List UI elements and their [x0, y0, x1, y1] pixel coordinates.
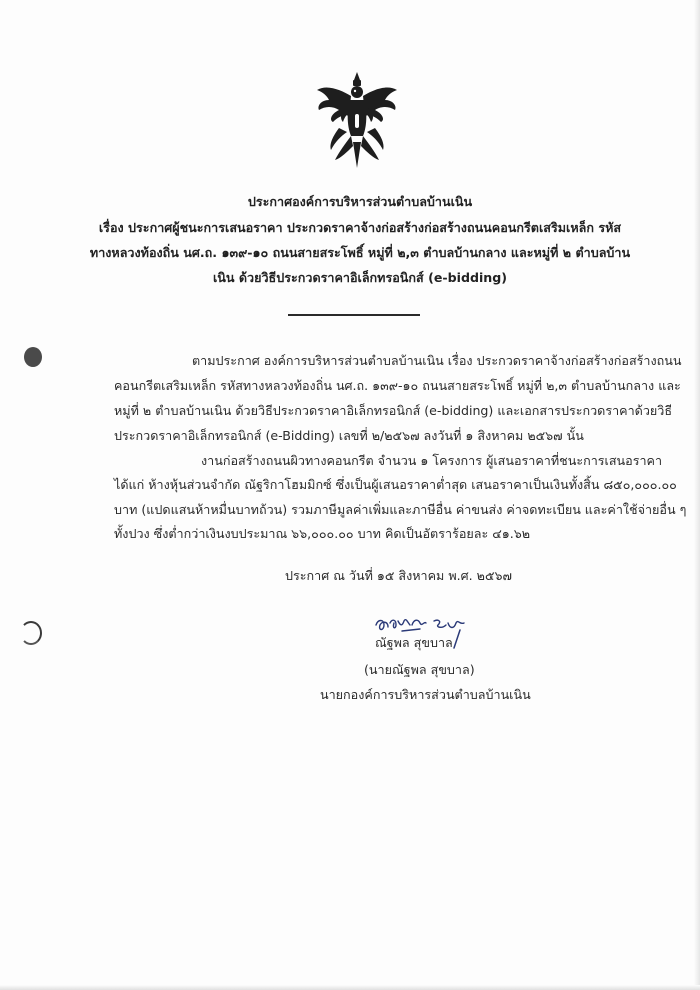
body-line: บาท (แปดแสนห้าหมื่นบาทถ้วน) รวมภาษีมูลค่าเพิ่มและภาษีอื่น ค่าขนส่ง ค่าจดทะเบียน และค่าใช้จ่ายอื่น ๆ [114, 502, 687, 517]
announcement-heading: ประกาศองค์การบริหารส่วนตำบลบ้านเนิน [247, 194, 473, 209]
subject-line-2: ทางหลวงท้องถิ่น นศ.ถ. ๑๓๙-๑๐ ถนนสายสระโพธิ์ หมู่ที่ ๒,๓ ตำบลบ้านกลาง และหมู่ที่ ๒ ตำบลบ้าน [89, 245, 631, 260]
body-line: งานก่อสร้างถนนผิวทางคอนกรีต จำนวน ๑ โครงการ ผู้เสนอราคาที่ชนะการเสนอราคา [201, 453, 663, 468]
header-divider [288, 314, 420, 316]
announcement-date: ประกาศ ณ วันที่ ๑๕ สิงหาคม พ.ศ. ๒๕๖๗ [285, 568, 512, 583]
body-line: ประกวดราคาอิเล็กทรอนิกส์ (e-Bidding) เลขที่ ๒/๒๕๖๗ ลงวันที่ ๑ สิงหาคม ๒๕๖๗ นั้น [114, 428, 584, 443]
subject-line-3: เนิน ด้วยวิธีประกวดราคาอิเล็กทรอนิกส์ (e-bidding) [212, 270, 508, 285]
signatory-title: นายกองค์การบริหารส่วนตำบลบ้านเนิน [320, 687, 531, 702]
body-line: ทั้งปวง ซึ่งต่ำกว่าเงินงบประมาณ ๖๖,๐๐๐.๐๐ บาท คิดเป็นอัตราร้อยละ ๔๑.๖๒ [114, 526, 531, 541]
page-bottom-shadow [0, 985, 700, 990]
body-line: ตามประกาศ องค์การบริหารส่วนตำบลบ้านเนิน เรื่อง ประกวดราคาจ้างก่อสร้างก่อสร้างถนน [192, 353, 682, 368]
body-line: คอนกรีตเสริมเหล็ก รหัสทางหลวงท้องถิ่น นศ.ถ. ๑๓๙-๑๐ ถนนสายสระโพธิ์ หมู่ที่ ๒,๓ ตำบลบ้านกลาง และ [114, 378, 681, 393]
garuda-emblem-icon [313, 70, 401, 170]
body-line: หมู่ที่ ๒ ตำบลบ้านเนิน ด้วยวิธีประกวดราคาอิเล็กทรอนิกส์ (e-bidding) และเอกสารประกวดราคาด้วยวิธี [114, 403, 673, 418]
punch-hole-ring [20, 621, 42, 645]
signatory-full-name: (นายณัฐพล สุขบาล) [364, 662, 475, 677]
signatory-name: ณัฐพล สุขบาล [375, 635, 453, 650]
punch-hole [24, 347, 42, 367]
subject-line-1: เรื่อง ประกาศผู้ชนะการเสนอราคา ประกวดราคาจ้างก่อสร้างก่อสร้างถนนคอนกรีตเสริมเหล็ก รหัส [98, 220, 622, 235]
page-edge-shadow [694, 0, 700, 990]
body-line: ได้แก่ ห้างหุ้นส่วนจำกัด ณัฐริกาโฮมมิกซ์ ซึ่งเป็นผู้เสนอราคาต่ำสุด เสนอราคาเป็นเงินทั้งสิ้น ๘๕๐,๐๐๐.๐๐ [114, 477, 677, 492]
